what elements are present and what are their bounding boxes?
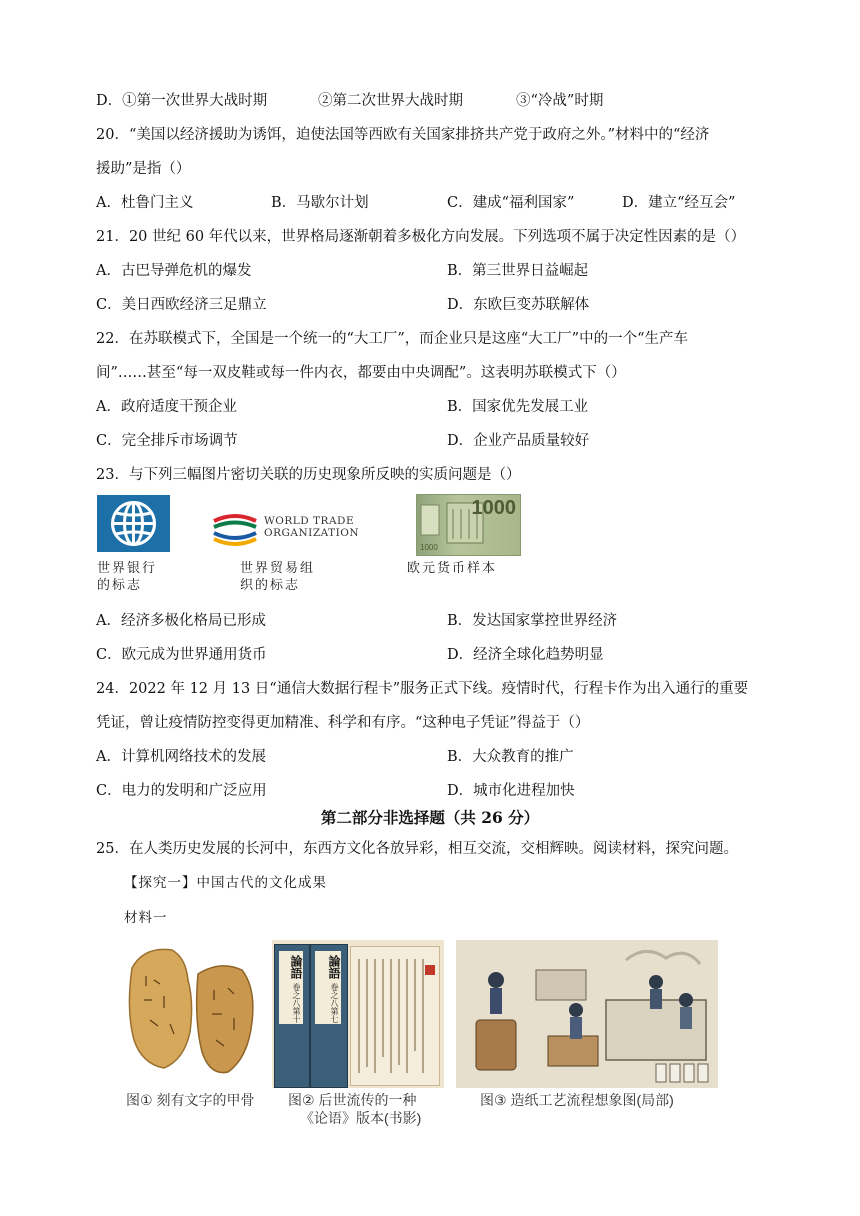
q23-stem: 23．与下列三幅图片密切关联的历史现象所反映的实质问题是（） xyxy=(96,467,521,483)
world-bank-caption xyxy=(97,560,157,594)
papermaking-image xyxy=(456,940,718,1088)
q20-option-a: A．杜鲁门主义 xyxy=(96,195,194,211)
q20-stem-line2: 援助”是指（） xyxy=(96,161,191,177)
q24-option-c: C．电力的发明和广泛应用 xyxy=(96,783,267,799)
q24-stem-line2: 凭证，曾让疫情防控变得更加精准、科学和有序。“这种电子凭证”得益于（） xyxy=(96,715,590,731)
q24-option-a: A．计算机网络技术的发展 xyxy=(96,749,266,765)
wto-wordmark-line1: WORLD TRADE xyxy=(264,515,355,527)
q20-option-c: C．建成“福利国家” xyxy=(447,195,575,211)
q21-option-c: C．美日西欧经济三足鼎立 xyxy=(96,297,267,313)
analects-book-image xyxy=(272,940,444,1088)
book-right-volume: 卷之八第七 xyxy=(330,982,339,1023)
q19-option-d-1: D．①第一次世界大战时期 xyxy=(96,93,268,109)
q21-option-b: B．第三世界日益崛起 xyxy=(447,263,589,279)
q21-option-a: A．古巴导弹危机的爆发 xyxy=(96,263,252,279)
book-label-right xyxy=(315,951,341,1024)
material-label: 材料一 xyxy=(124,910,168,926)
q24-option-d: D．城市化进程加快 xyxy=(447,783,575,799)
q19-option-d-3: ③“冷战”时期 xyxy=(516,93,604,109)
wto-caption-line2: 织的标志 xyxy=(240,578,301,593)
papermaking-art xyxy=(456,940,718,1088)
q22-option-c: C．完全排斥市场调节 xyxy=(96,433,238,449)
wto-logo xyxy=(208,505,368,553)
euro-caption: 欧元货币样本 xyxy=(407,561,498,576)
wto-caption xyxy=(240,560,315,594)
book-label-left xyxy=(279,951,303,1024)
fig1-caption: 图① 刻有文字的甲骨 xyxy=(126,1092,255,1108)
world-bank-logo xyxy=(97,495,170,552)
banknote-value: 1000 xyxy=(471,497,516,519)
q23-option-b: B．发达国家掌控世界经济 xyxy=(447,613,618,629)
q23-option-d: D．经济全球化趋势明显 xyxy=(447,647,604,663)
oracle-bone-image xyxy=(124,940,260,1088)
globe-icon xyxy=(97,495,170,552)
wto-wordmark xyxy=(264,515,359,539)
section-title: 第二部分非选择题（共 26 分） xyxy=(320,808,540,827)
q20-option-d: D．建立“经互会” xyxy=(622,195,736,211)
fig2-caption-line1: 图② 后世流传的一种 xyxy=(288,1092,417,1108)
open-book-page xyxy=(350,946,440,1086)
wto-caption-line1: 世界贸易组 xyxy=(240,561,316,576)
world-bank-caption-line1: 世界银行 xyxy=(97,561,158,576)
q24-stem-line1: 24．2022 年 12 月 13 日“通信大数据行程卡”服务正式下线。疫情时代，行程卡作为出入通行的重要 xyxy=(96,681,749,697)
page-text-lines xyxy=(351,947,439,1085)
q22-option-d: D．企业产品质量较好 xyxy=(447,433,590,449)
banknote-small-value: 1000 xyxy=(420,543,438,552)
fig3-caption: 图③ 造纸工艺流程想象图(局部) xyxy=(480,1092,674,1108)
book-right-title: 論語 xyxy=(327,955,341,980)
explore-heading: 【探究一】中国古代的文化成果 xyxy=(124,875,327,891)
book-cover-right xyxy=(310,944,348,1088)
book-left-volume: 卷之八第十 xyxy=(292,982,301,1023)
wto-emblem-icon xyxy=(210,509,260,549)
q23-option-a: A．经济多极化格局已形成 xyxy=(96,613,266,629)
q25-stem: 25．在人类历史发展的长河中，东西方文化各放异彩，相互交流，交相辉映。阅读材料，探究问题。 xyxy=(96,841,738,857)
q22-option-a: A．政府适度干预企业 xyxy=(96,399,237,415)
q22-stem-line2: 间”……甚至“每一双皮鞋或每一件内衣，都要由中央调配”。这表明苏联模式下（） xyxy=(96,365,626,381)
q22-stem-line1: 22．在苏联模式下，全国是一个统一的“大工厂”，而企业只是这座“大工厂”中的一个“生产车 xyxy=(96,331,689,347)
euro-banknote-image xyxy=(416,494,521,556)
q21-stem: 21．20 世纪 60 年代以来，世界格局逐渐朝着多极化方向发展。下列选项不属于决定性因素的是（） xyxy=(96,229,746,245)
q19-option-d-2: ②第二次世界大战时期 xyxy=(318,93,463,109)
q19-option-d xyxy=(96,89,267,110)
oracle-bone-art xyxy=(124,940,260,1088)
q24-option-b: B．大众教育的推广 xyxy=(447,749,574,765)
book-left-title: 論語 xyxy=(289,955,303,980)
q23-option-c: C．欧元成为世界通用货币 xyxy=(96,647,267,663)
fig2-caption-line2: 《论语》版本(书影) xyxy=(300,1110,422,1126)
wto-wordmark-line2: ORGANIZATION xyxy=(264,527,360,539)
book-cover-left xyxy=(274,944,310,1088)
world-bank-caption-line2: 的标志 xyxy=(97,578,143,593)
q20-option-b: B．马歇尔计划 xyxy=(271,195,369,211)
q22-option-b: B．国家优先发展工业 xyxy=(447,399,589,415)
q20-stem-line1: 20．“美国以经济援助为诱饵，迫使法国等西欧有关国家排挤共产党于政府之外。”材料中的“经济 xyxy=(96,127,710,143)
q21-option-d: D．东欧巨变苏联解体 xyxy=(447,297,590,313)
